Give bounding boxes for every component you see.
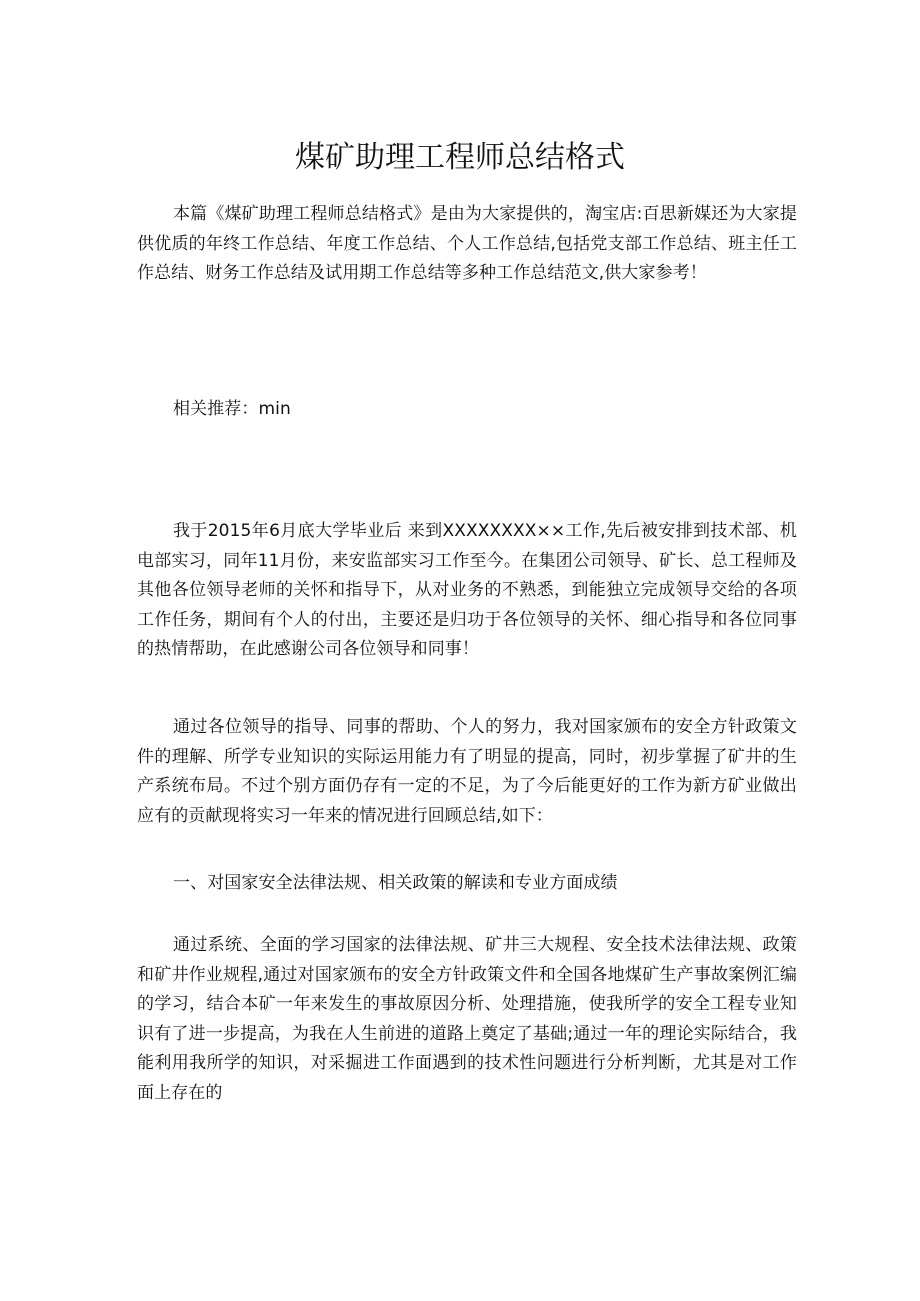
body-paragraph-3: 通过系统、全面的学习国家的法律法规、矿井三大规程、安全技术法律法规、政策和矿井作业规程,通过对国家颁布的安全方针政策文件和全国各地煤矿生产事故案例汇编的学习，结合本矿一年来发生的事故原因分析、处理措施，使我所学的安全工程专业知识有了进一步提高，为我在人生前进的道路上奠定了基础;通过一年的理论实际结合，我能利用我所学的知识，对采掘进工作面遇到的技术性问题进行分析判断，尤其是对工作面上存在的 xyxy=(137,935,797,1103)
document-title: 煤矿助理工程师总结格式 xyxy=(295,140,625,175)
related-recommendation: 相关推荐：min xyxy=(173,399,291,419)
body-paragraph-2: 通过各位领导的指导、同事的帮助、个人的努力，我对国家颁布的安全方针政策文件的理解、所学专业知识的实际运用能力有了明显的提高，同时，初步掌握了矿井的生产系统布局。不过个别方面仍存有一定的不足，为了今后能更好的工作为新方矿业做出应有的贡献现将实习一年来的情况进行回顾总结,如下： xyxy=(137,717,797,826)
section-heading-1: 一、对国家安全法律法规、相关政策的解读和专业方面成绩 xyxy=(173,873,618,893)
body-paragraph-1: 我于2015年6月底大学毕业后 来到XXXXXXXX××工作,先后被安排到技术部、机电部实习，同年11月份，来安监部实习工作至今。在集团公司领导、矿长、总工程师及其他各位领导老师的关怀和指导下，从对业务的不熟悉，到能独立完成领导交给的各项工作任务，期间有个人的付出，主要还是归功于各位领导的关怀、细心指导和各位同事的热情帮助，在此感谢公司各位领导和同事！ xyxy=(137,521,797,659)
intro-paragraph: 本篇《煤矿助理工程师总结格式》是由为大家提供的，淘宝店:百思新媒还为大家提供优质的年终工作总结、年度工作总结、个人工作总结,包括党支部工作总结、班主任工作总结、财务工作总结及试用期工作总结等多种工作总结范文,供大家参考！ xyxy=(137,204,797,283)
